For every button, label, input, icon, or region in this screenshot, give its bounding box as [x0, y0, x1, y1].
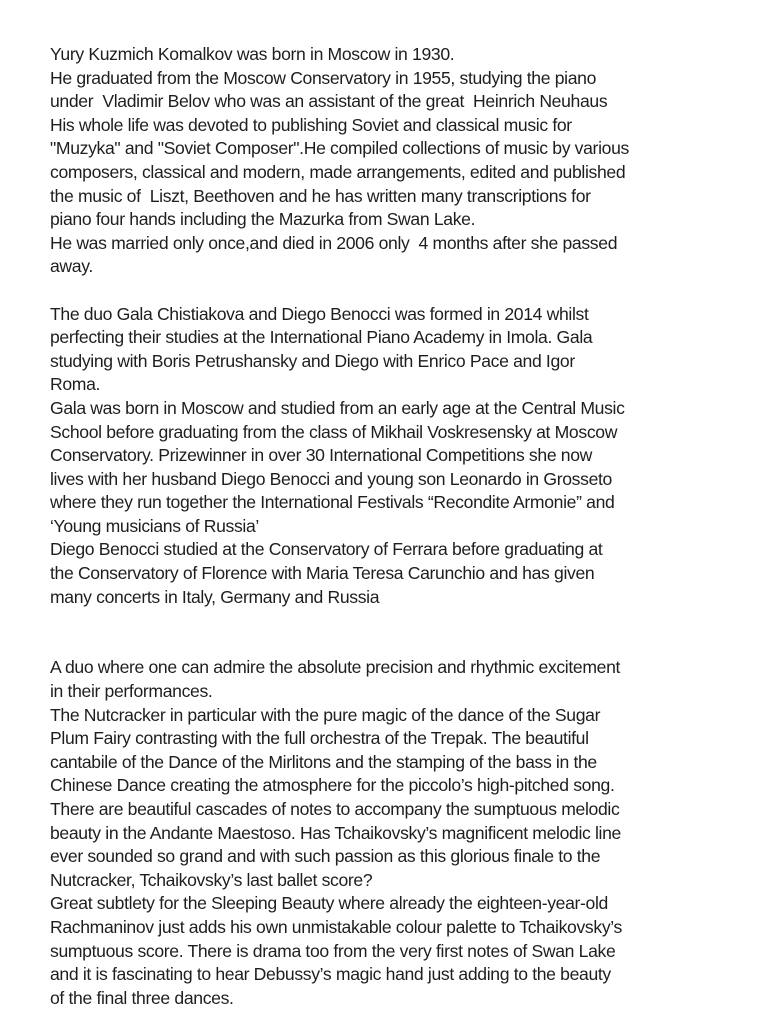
text-line: Conservatory. Prizewinner in over 30 International Competitions she now	[50, 445, 593, 466]
text-line: Chinese Dance creating the atmosphere for the piccolo’s high-pitched song.	[50, 775, 615, 796]
text-line: ever sounded so grand and with such passion as this glorious finale to the	[50, 846, 601, 867]
text-line: of the final three dances.	[50, 987, 234, 1008]
section-performance-review	[50, 656, 750, 1010]
text-line: in their performances.	[50, 681, 213, 702]
text-line: beauty in the Andante Maestoso. Has Tchaikovsky’s magnificent melodic line	[50, 822, 621, 843]
text-line: cantabile of the Dance of the Mirlitons and the stamping of the bass in the	[50, 751, 597, 772]
text-line: His whole life was devoted to publishing Soviet and classical music for	[50, 114, 572, 135]
text-line: composers, classical and modern, made arrangements, edited and published	[50, 161, 626, 182]
text-line: Plum Fairy contrasting with the full orchestra of the Trepak. The beautiful	[50, 728, 589, 749]
text-line: lives with her husband Diego Benocci and young son Leonardo in Grosseto	[50, 468, 612, 489]
text-line: Diego Benocci studied at the Conservatory of Ferrara before graduating at	[50, 539, 603, 560]
text-line: the Conservatory of Florence with Maria Teresa Carunchio and has given	[50, 563, 595, 584]
text-line: The Nutcracker in particular with the pure magic of the dance of the Sugar	[50, 704, 601, 725]
text-line: away.	[50, 256, 93, 277]
text-line: Nutcracker, Tchaikovsky’s last ballet score?	[50, 869, 373, 890]
document-body	[50, 43, 750, 1010]
text-line: "Muzyka" and "Soviet Composer".He compiled collections of music by various	[50, 138, 629, 159]
text-line: School before graduating from the class of Mikhail Voskresensky at Moscow	[50, 421, 618, 442]
text-line: and it is fascinating to hear Debussy’s magic hand just adding to the beauty	[50, 964, 611, 985]
text-line: Rachmaninov just adds his own unmistakable colour palette to Tchaikovsky’s	[50, 916, 622, 937]
text-line: Roma.	[50, 374, 101, 395]
text-line: where they run together the International Festivals “Recondite Armonie” and	[50, 492, 615, 513]
text-line: There are beautiful cascades of notes to accompany the sumptuous melodic	[50, 799, 620, 819]
text-line: He was married only once,and died in 2006 only 4 months after she passed	[50, 232, 618, 253]
section-komalkov-bio	[50, 43, 750, 279]
text-line: many concerts in Italy, Germany and Russia	[50, 586, 380, 607]
text-line: sumptuous score. There is drama too from the very first notes of Swan Lake	[50, 940, 616, 961]
section-duo-bio	[50, 303, 750, 610]
text-line: studying with Boris Petrushansky and Diego with Enrico Pace and Igor	[50, 350, 575, 371]
text-line: under Vladimir Belov who was an assistant of the great Heinrich Neuhaus	[50, 91, 608, 112]
text-line: ‘Young musicians of Russia’	[50, 515, 259, 536]
paragraph-spacer	[50, 279, 750, 303]
text-line: the music of Liszt, Beethoven and he has written many transcriptions for	[50, 185, 591, 206]
text-line: Gala was born in Moscow and studied from an early age at the Central Music	[50, 397, 625, 418]
text-line: Great subtlety for the Sleeping Beauty where already the eighteen-year-old	[50, 893, 608, 914]
text-line: A duo where one can admire the absolute precision and rhythmic excitement	[50, 657, 621, 678]
text-line: perfecting their studies at the International Piano Academy in Imola. Gala	[50, 327, 593, 348]
text-line: piano four hands including the Mazurka from Swan Lake.	[50, 209, 476, 230]
text-line: The duo Gala Chistiakova and Diego Benocci was formed in 2014 whilst	[50, 303, 589, 324]
paragraph-spacer	[50, 609, 750, 656]
text-line: He graduated from the Moscow Conservatory in 1955, studying the piano	[50, 67, 597, 88]
text-line: Yury Kuzmich Komalkov was born in Moscow in 1930.	[50, 44, 455, 64]
